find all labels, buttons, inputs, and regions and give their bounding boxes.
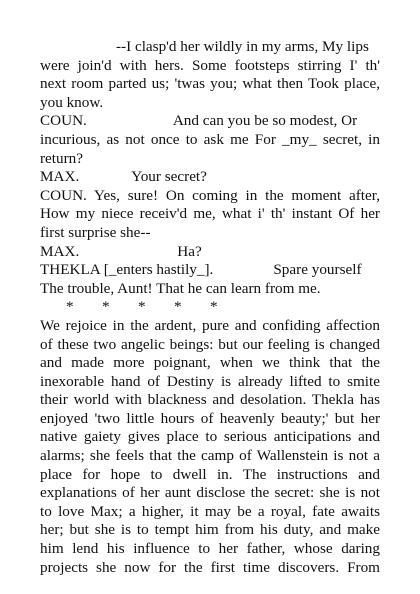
prose-line: place for hope to dwell in. The instructions and	[40, 465, 380, 483]
section-divider	[40, 298, 380, 317]
thekla-speech-line-1	[40, 261, 380, 280]
countess-speech-line-3: return?	[40, 149, 84, 167]
verse-line-4: you know.	[40, 93, 104, 111]
divider-star: *	[102, 298, 110, 316]
divider-star: *	[138, 298, 146, 316]
countess-speech-text-1: And can you be so modest, Or	[172, 112, 358, 130]
verse-line-1: --I clasp'd her wildly in my arms, My lips	[116, 38, 369, 55]
countess-speech2-line-1: COUN. Yes, sure! On coming in the moment after,	[40, 186, 380, 204]
book-page	[40, 38, 380, 577]
max-speech-text-2: Ha?	[177, 242, 202, 260]
prose-line: projects she now for the first time discovers. From	[40, 558, 380, 576]
countess-speech-line-1	[40, 112, 380, 131]
speaker-thekla: THEKLA [_enters hastily_].	[40, 261, 214, 279]
divider-star: *	[66, 298, 74, 316]
prose-line: alarms; she feels that the camp of Wallenstein is not a	[40, 447, 380, 465]
max-speech-2	[40, 243, 380, 262]
countess-speech2-line-3: first surprise she--	[40, 223, 151, 241]
max-speech-text-1: Your secret?	[131, 168, 207, 186]
prose-line: her; but she is to tempt him from his duty, and make	[40, 521, 380, 539]
prose-line: enjoyed 'two little hours of heavenly beauty;' but her	[40, 409, 380, 427]
speaker-max: MAX.	[40, 168, 80, 186]
countess-speech-line-2: incurious, as not once to ask me For _my_ secret, in	[40, 130, 380, 148]
thekla-speech-text-1: Spare yourself	[273, 261, 362, 279]
prose-line: to love Max; a higher, it may be a royal, fate awaits	[40, 502, 380, 520]
verse-line-3: next room parted us; 'twas you; what then Took place,	[40, 75, 380, 93]
prose-line: native gaiety gives place to serious anticipations and	[40, 428, 380, 446]
max-speech-1	[40, 168, 380, 187]
prose-line: We rejoice in the ardent, pure and confiding affection	[40, 316, 380, 334]
countess-speech2-line-2: How my niece receiv'd me, what i' th' instant Of her	[40, 205, 380, 223]
speaker-countess: COUN.	[40, 112, 87, 130]
verse-line-2: were join'd with hers. Some footsteps stirring I' th'	[40, 56, 380, 74]
thekla-speech-line-2: The trouble, Aunt! That he can learn from me.	[40, 279, 321, 297]
prose-line: of these two angelic beings: but our feeling is changed	[40, 335, 380, 353]
prose-line: their world with blackness and desolation. Thekla has	[40, 391, 380, 409]
divider-star: *	[174, 298, 182, 316]
prose-line: explanations of her aunt disclose the secret: she is not	[40, 484, 380, 502]
prose-line: him lend his influence to her father, whose daring	[40, 540, 380, 558]
divider-star: *	[210, 298, 218, 316]
speaker-max-2: MAX.	[40, 242, 80, 260]
prose-line: inexorable hand of Destiny is already lifted to smite	[40, 372, 380, 390]
prose-line: and made more poignant, when we think that the	[40, 354, 380, 372]
